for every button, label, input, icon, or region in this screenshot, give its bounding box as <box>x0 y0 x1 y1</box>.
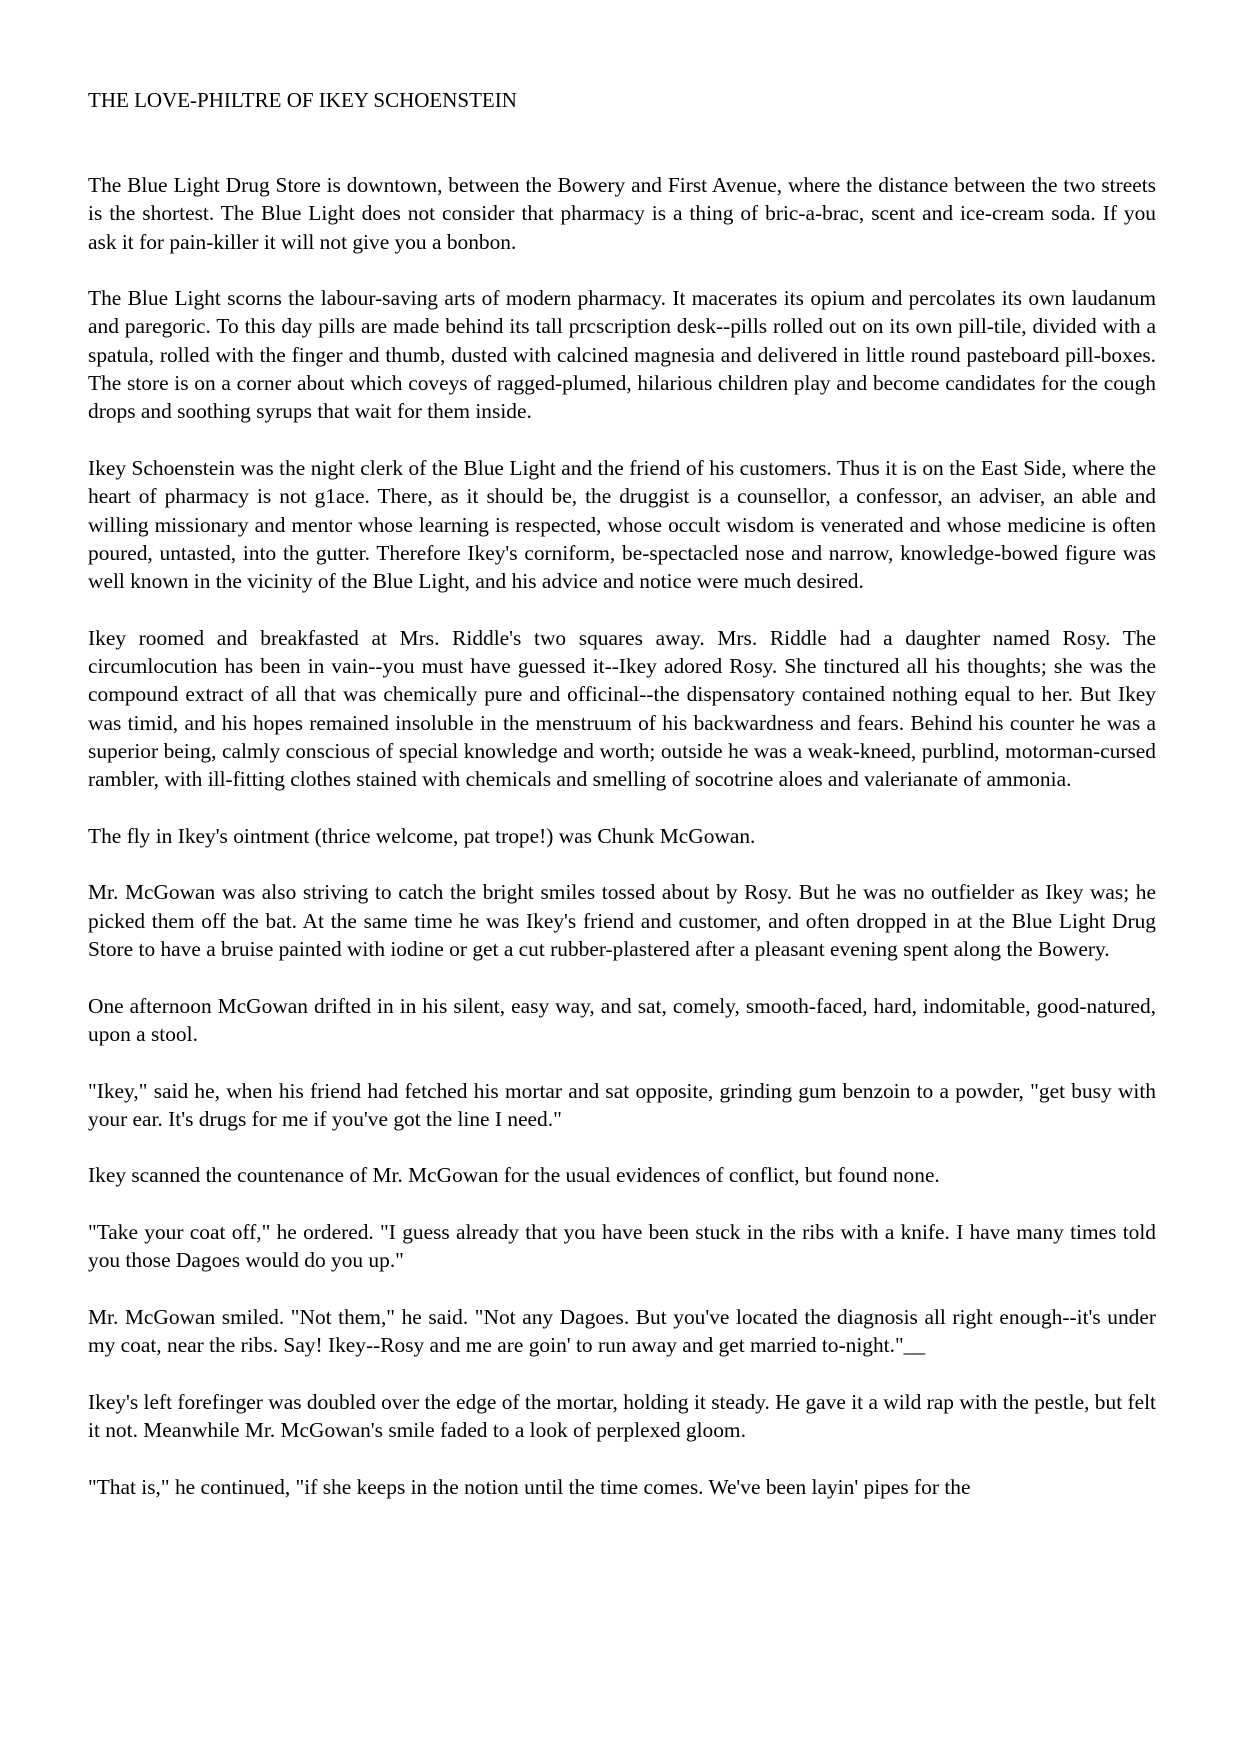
paragraph-6: Mr. McGowan was also striving to catch the bright smiles tossed about by Rosy. But he was no outfielder as Ikey was; he picked them off the bat. At the same time he was Ikey's friend and customer, and often dropped in at the Blue Light Drug Store to have a bruise painted with iodine or get a cut rubber-plastered after a pleasant evening spent along the Bowery. <box>88 880 1156 962</box>
story-title: THE LOVE-PHILTRE OF IKEY SCHOENSTEIN <box>88 88 517 112</box>
paragraph-5: The fly in Ikey's ointment (thrice welcome, pat trope!) was Chunk McGowan. <box>88 823 756 848</box>
paragraph-13: "That is," he continued, "if she keeps in the notion until the time comes. We've been layin' pipes for the <box>88 1474 971 1499</box>
paragraph-12: Ikey's left forefinger was doubled over the edge of the mortar, holding it steady. He gave it a wild rap with the pestle, but felt it not. Meanwhile Mr. McGowan's smile faded to a look of perplexed gloom. <box>88 1389 1156 1443</box>
paragraph-4: Ikey roomed and breakfasted at Mrs. Riddle's two squares away. Mrs. Riddle had a daughter named Rosy. The circumlocution has been in vain--you must have guessed it--Ikey adored Rosy. She tinctured all his thoughts; she was the compound extract of all that was chemically pure and officinal--the dispensatory contained nothing equal to her. But Ikey was timid, and his hopes remained insoluble in the menstruum of his backwardness and fears. Behind his counter he was a superior being, calmly conscious of special knowledge and worth; outside he was a weak-kneed, purblind, motorman-cursed rambler, with ill-fitting clothes stained with chemicals and smelling of socotrine aloes and valerianate of ammonia. <box>88 625 1156 792</box>
paragraph-1: The Blue Light Drug Store is downtown, between the Bowery and First Avenue, where the distance between the two streets is the shortest. The Blue Light does not consider that pharmacy is a thing of bric-a-brac, scent and ice-cream soda. If you ask it for pain-killer it will not give you a bonbon. <box>88 173 1156 254</box>
paragraph-2: The Blue Light scorns the labour-saving arts of modern pharmacy. It macerates its opium and percolates its own laudanum and paregoric. To this day pills are made behind its tall prcscription desk--pills rolled out on its own pill-tile, divided with a spatula, rolled with the finger and thumb, dusted with calcined magnesia and delivered in little round pasteboard pill-boxes. The store is on a corner about which coveys of ragged-plumed, hilarious children play and become candidates for the cough drops and soothing syrups that wait for them inside. <box>88 286 1156 424</box>
paragraph-8: "Ikey," said he, when his friend had fetched his mortar and sat opposite, grinding gum benzoin to a powder, "get busy with your ear. It's drugs for me if you've got the line I need." <box>88 1078 1156 1131</box>
paragraph-11: Mr. McGowan smiled. "Not them," he said. "Not any Dagoes. But you've located the diagnosis all right enough--it's under my coat, near the ribs. Say! Ikey--Rosy and me are goin' to run away and get married to-night."__ <box>88 1304 1156 1358</box>
document-page <box>88 86 1156 1529</box>
paragraph-3: Ikey Schoenstein was the night clerk of the Blue Light and the friend of his customers. Thus it is on the East Side, where the heart of pharmacy is not g1ace. There, as it should be, the druggist is a counsellor, a confessor, an adviser, an able and willing missionary and mentor whose learning is respected, whose occult wisdom is venerated and whose medicine is often poured, untasted, into the gutter. Therefore Ikey's corniform, be-spectacled nose and narrow, knowledge-bowed figure was well known in the vicinity of the Blue Light, and his advice and notice were much desired. <box>88 455 1156 594</box>
paragraph-10: "Take your coat off," he ordered. "I guess already that you have been stuck in the ribs with a knife. I have many times told you those Dagoes would do you up." <box>88 1219 1156 1273</box>
paragraph-9: Ikey scanned the countenance of Mr. McGowan for the usual evidences of conflict, but found none. <box>88 1163 940 1188</box>
paragraph-7: One afternoon McGowan drifted in in his silent, easy way, and sat, comely, smooth-faced, hard, indomitable, good-natured, upon a stool. <box>88 993 1156 1046</box>
